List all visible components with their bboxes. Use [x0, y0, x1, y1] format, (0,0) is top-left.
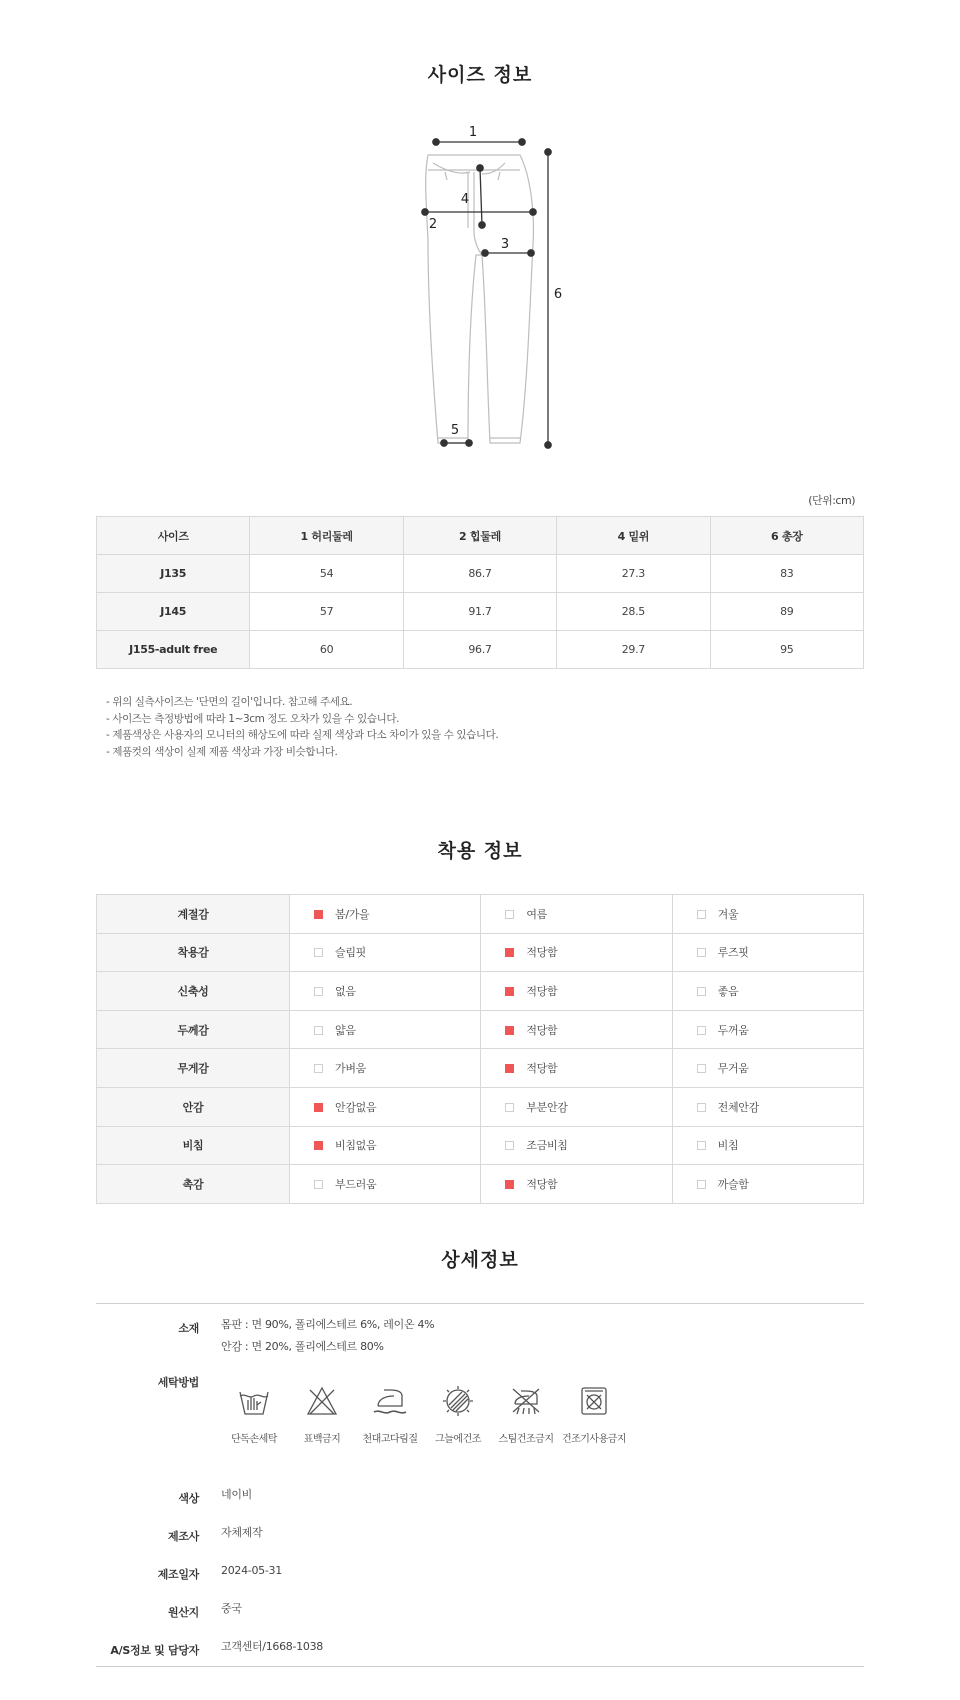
unchecked-checkbox-icon: [697, 948, 706, 957]
info-label-manufacturer: 제조사: [168, 1530, 199, 1543]
note-line: - 제품색상은 사용자의 모니터의 해상도에 따라 실제 색상과 다소 차이가 있을 수 있습니다.: [106, 729, 499, 742]
unchecked-checkbox-icon: [697, 987, 706, 996]
unchecked-checkbox-icon: [314, 948, 323, 957]
fit-option: [672, 1165, 863, 1204]
unchecked-checkbox-icon: [314, 1026, 323, 1035]
unchecked-checkbox-icon: [505, 910, 514, 919]
fit-option-label: 두꺼움: [717, 1023, 749, 1037]
fit-option-label: 적당함: [526, 1023, 558, 1037]
fit-option-label: 안감없음: [335, 1100, 377, 1114]
checked-checkbox-icon: [505, 1064, 514, 1073]
fit-option: [290, 895, 481, 934]
fit-option-label: 부분안감: [526, 1100, 568, 1114]
wash-item-label: 천대고다림질: [362, 1434, 418, 1445]
fit-option-label: 겨울: [717, 907, 739, 921]
fit-option-label: 부드러움: [335, 1177, 377, 1191]
table-row: [97, 593, 864, 631]
table-cell: 86.7: [403, 555, 556, 593]
wash-item-label: 건조기사용금지: [561, 1434, 627, 1445]
fit-option-label: 적당함: [526, 1062, 558, 1076]
info-label-date: 제조일자: [157, 1568, 199, 1581]
material-line: 몸판 : 면 90%, 폴리에스테르 6%, 레이온 4%: [221, 1318, 435, 1331]
fit-row-label: 신축성: [97, 972, 290, 1011]
table-cell: 96.7: [403, 631, 556, 669]
fit-option-label: 적당함: [526, 946, 558, 960]
note-line: - 제품컷의 색상이 실제 제품 색상과 가장 비슷합니다.: [106, 746, 338, 759]
size-notes: [106, 694, 498, 761]
fit-row: [97, 1049, 864, 1088]
fit-row: [97, 1010, 864, 1049]
table-cell: 29.7: [557, 631, 710, 669]
table-cell: 54: [250, 555, 403, 593]
table-cell: 91.7: [403, 593, 556, 631]
fit-row-label: 무게감: [97, 1049, 290, 1088]
unchecked-checkbox-icon: [505, 1103, 514, 1112]
fit-option: [672, 1010, 863, 1049]
note-line: - 사이즈는 측정방법에 따라 1~3cm 정도 오차가 있을 수 있습니다.: [106, 712, 400, 725]
unchecked-checkbox-icon: [314, 1180, 323, 1189]
fit-option-label: 적당함: [526, 1177, 558, 1191]
diagram-label-3: 3: [500, 237, 510, 252]
fit-option: [672, 1087, 863, 1126]
info-value-color: 네이비: [221, 1488, 252, 1501]
size-table-header: [97, 517, 864, 555]
checked-checkbox-icon: [505, 987, 514, 996]
fit-option-label: 좋음: [717, 984, 739, 998]
info-value-manufacturer: 자체제작: [221, 1526, 263, 1539]
fit-row: [97, 972, 864, 1011]
fit-row: [97, 895, 864, 934]
no-bleach-icon: [304, 1384, 340, 1418]
header-cell: 2 힙둘레: [403, 517, 556, 555]
table-row: [97, 555, 864, 593]
wash-item: [492, 1384, 560, 1445]
wash-item: [424, 1384, 492, 1445]
fit-row: [97, 933, 864, 972]
table-cell: 89: [710, 593, 863, 631]
wash-item-label: 스팀건조금지: [498, 1434, 554, 1445]
fit-row-label: 안감: [97, 1087, 290, 1126]
size-name-cell: J135: [97, 555, 250, 593]
table-cell: 83: [710, 555, 863, 593]
diagram-label-6: 6: [553, 287, 563, 302]
checked-checkbox-icon: [505, 948, 514, 957]
no-tumble-dry-icon: [576, 1384, 612, 1418]
fit-row-label: 계절감: [97, 895, 290, 934]
unchecked-checkbox-icon: [505, 1141, 514, 1150]
unchecked-checkbox-icon: [697, 1141, 706, 1150]
diagram-label-2: 2: [428, 217, 438, 232]
fit-option-label: 적당함: [526, 984, 558, 998]
info-value-date: 2024-05-31: [221, 1564, 282, 1577]
fit-option-label: 가벼움: [335, 1062, 366, 1076]
wash-label: 세탁방법: [157, 1376, 199, 1389]
shade-dry-icon: [440, 1384, 476, 1418]
fit-option-label: 까슬함: [717, 1177, 749, 1191]
iron-with-cloth-icon: [372, 1384, 408, 1418]
size-name-cell: J145: [97, 593, 250, 631]
fit-option-label: 루즈핏: [717, 946, 749, 960]
fit-option-label: 무거움: [717, 1062, 749, 1076]
unchecked-checkbox-icon: [314, 1064, 323, 1073]
fit-option: [672, 972, 863, 1011]
fit-option: [290, 972, 481, 1011]
fit-option-label: 슬림핏: [335, 946, 366, 960]
fit-option: [672, 1049, 863, 1088]
hand-wash-icon: [236, 1384, 272, 1418]
unchecked-checkbox-icon: [697, 910, 706, 919]
unchecked-checkbox-icon: [697, 1064, 706, 1073]
info-label-color: 색상: [178, 1492, 199, 1505]
checked-checkbox-icon: [505, 1026, 514, 1035]
wash-item-label: 그늘에건조: [435, 1434, 481, 1445]
fit-option-label: 봄/가을: [335, 907, 370, 921]
unchecked-checkbox-icon: [697, 1026, 706, 1035]
table-row: [97, 631, 864, 669]
fit-option: [290, 1165, 481, 1204]
fit-option: [481, 1049, 672, 1088]
material-value: [221, 1314, 434, 1358]
material-label: 소재: [178, 1322, 199, 1335]
checked-checkbox-icon: [314, 1141, 323, 1150]
unchecked-checkbox-icon: [697, 1103, 706, 1112]
detail-section-title: 상세정보: [441, 1249, 519, 1271]
fit-row-label: 두께감: [97, 1010, 290, 1049]
fit-row-label: 착용감: [97, 933, 290, 972]
fit-info-table: [96, 894, 864, 1204]
diagram-label-1: 1: [468, 125, 478, 140]
fit-option: [290, 1126, 481, 1165]
info-value-as: 고객센터/1668-1038: [221, 1640, 323, 1653]
table-cell: 27.3: [557, 555, 710, 593]
fit-option: [481, 895, 672, 934]
fit-option: [481, 972, 672, 1011]
fit-row-label: 촉감: [97, 1165, 290, 1204]
wash-item-label: 표백금지: [303, 1434, 341, 1445]
fit-section-title: 착용 정보: [437, 840, 523, 862]
header-cell: 사이즈: [97, 517, 250, 555]
checked-checkbox-icon: [505, 1180, 514, 1189]
header-cell: 1 허리둘레: [250, 517, 403, 555]
fit-option: [481, 933, 672, 972]
pants-measurement-diagram: [400, 125, 580, 460]
header-cell: 4 밑위: [557, 517, 710, 555]
fit-option: [672, 1126, 863, 1165]
fit-option: [290, 1010, 481, 1049]
diagram-label-4: 4: [460, 192, 470, 207]
fit-option: [290, 1087, 481, 1126]
unchecked-checkbox-icon: [697, 1180, 706, 1189]
fit-option-label: 얇음: [335, 1023, 356, 1037]
no-steam-dry-icon: [508, 1384, 544, 1418]
info-value-origin: 중국: [221, 1602, 242, 1615]
fit-option: [481, 1165, 672, 1204]
fit-option-label: 비침없음: [335, 1139, 377, 1153]
fit-row: [97, 1087, 864, 1126]
fit-row: [97, 1126, 864, 1165]
checked-checkbox-icon: [314, 910, 323, 919]
size-table: [96, 516, 864, 669]
fit-option-label: 여름: [526, 907, 547, 921]
fit-option: [481, 1087, 672, 1126]
fit-option: [290, 1049, 481, 1088]
fit-option-label: 비침: [717, 1139, 739, 1153]
fit-option: [290, 933, 481, 972]
size-section-title: 사이즈 정보: [427, 64, 533, 86]
size-name-cell: J155-adult free: [97, 631, 250, 669]
checked-checkbox-icon: [314, 1103, 323, 1112]
material-line: 안감 : 면 20%, 폴리에스테르 80%: [221, 1340, 384, 1353]
unit-label: (단위:cm): [808, 494, 855, 507]
info-label-as: A/S정보 및 담당자: [110, 1644, 199, 1657]
fit-option-label: 조금비침: [526, 1139, 568, 1153]
fit-option: [672, 933, 863, 972]
unchecked-checkbox-icon: [314, 987, 323, 996]
fit-row-label: 비침: [97, 1126, 290, 1165]
info-label-origin: 원산지: [168, 1606, 199, 1619]
detail-info-panel: [96, 1303, 864, 1667]
table-cell: 57: [250, 593, 403, 631]
wash-item: [356, 1384, 424, 1445]
wash-item-label: 단독손세탁: [231, 1434, 277, 1445]
fit-option: [481, 1126, 672, 1165]
table-cell: 28.5: [557, 593, 710, 631]
header-cell: 6 총장: [710, 517, 863, 555]
fit-row: [97, 1165, 864, 1204]
table-cell: 60: [250, 631, 403, 669]
table-cell: 95: [710, 631, 863, 669]
wash-item: [560, 1384, 628, 1445]
wash-item: [288, 1384, 356, 1445]
fit-option-label: 전체안감: [717, 1100, 759, 1114]
fit-option: [481, 1010, 672, 1049]
fit-option-label: 없음: [335, 984, 356, 998]
note-line: - 위의 실측사이즈는 '단면의 길이'입니다. 참고해 주세요.: [106, 696, 353, 708]
diagram-label-5: 5: [450, 423, 460, 438]
fit-option: [672, 895, 863, 934]
wash-item: [220, 1384, 288, 1445]
